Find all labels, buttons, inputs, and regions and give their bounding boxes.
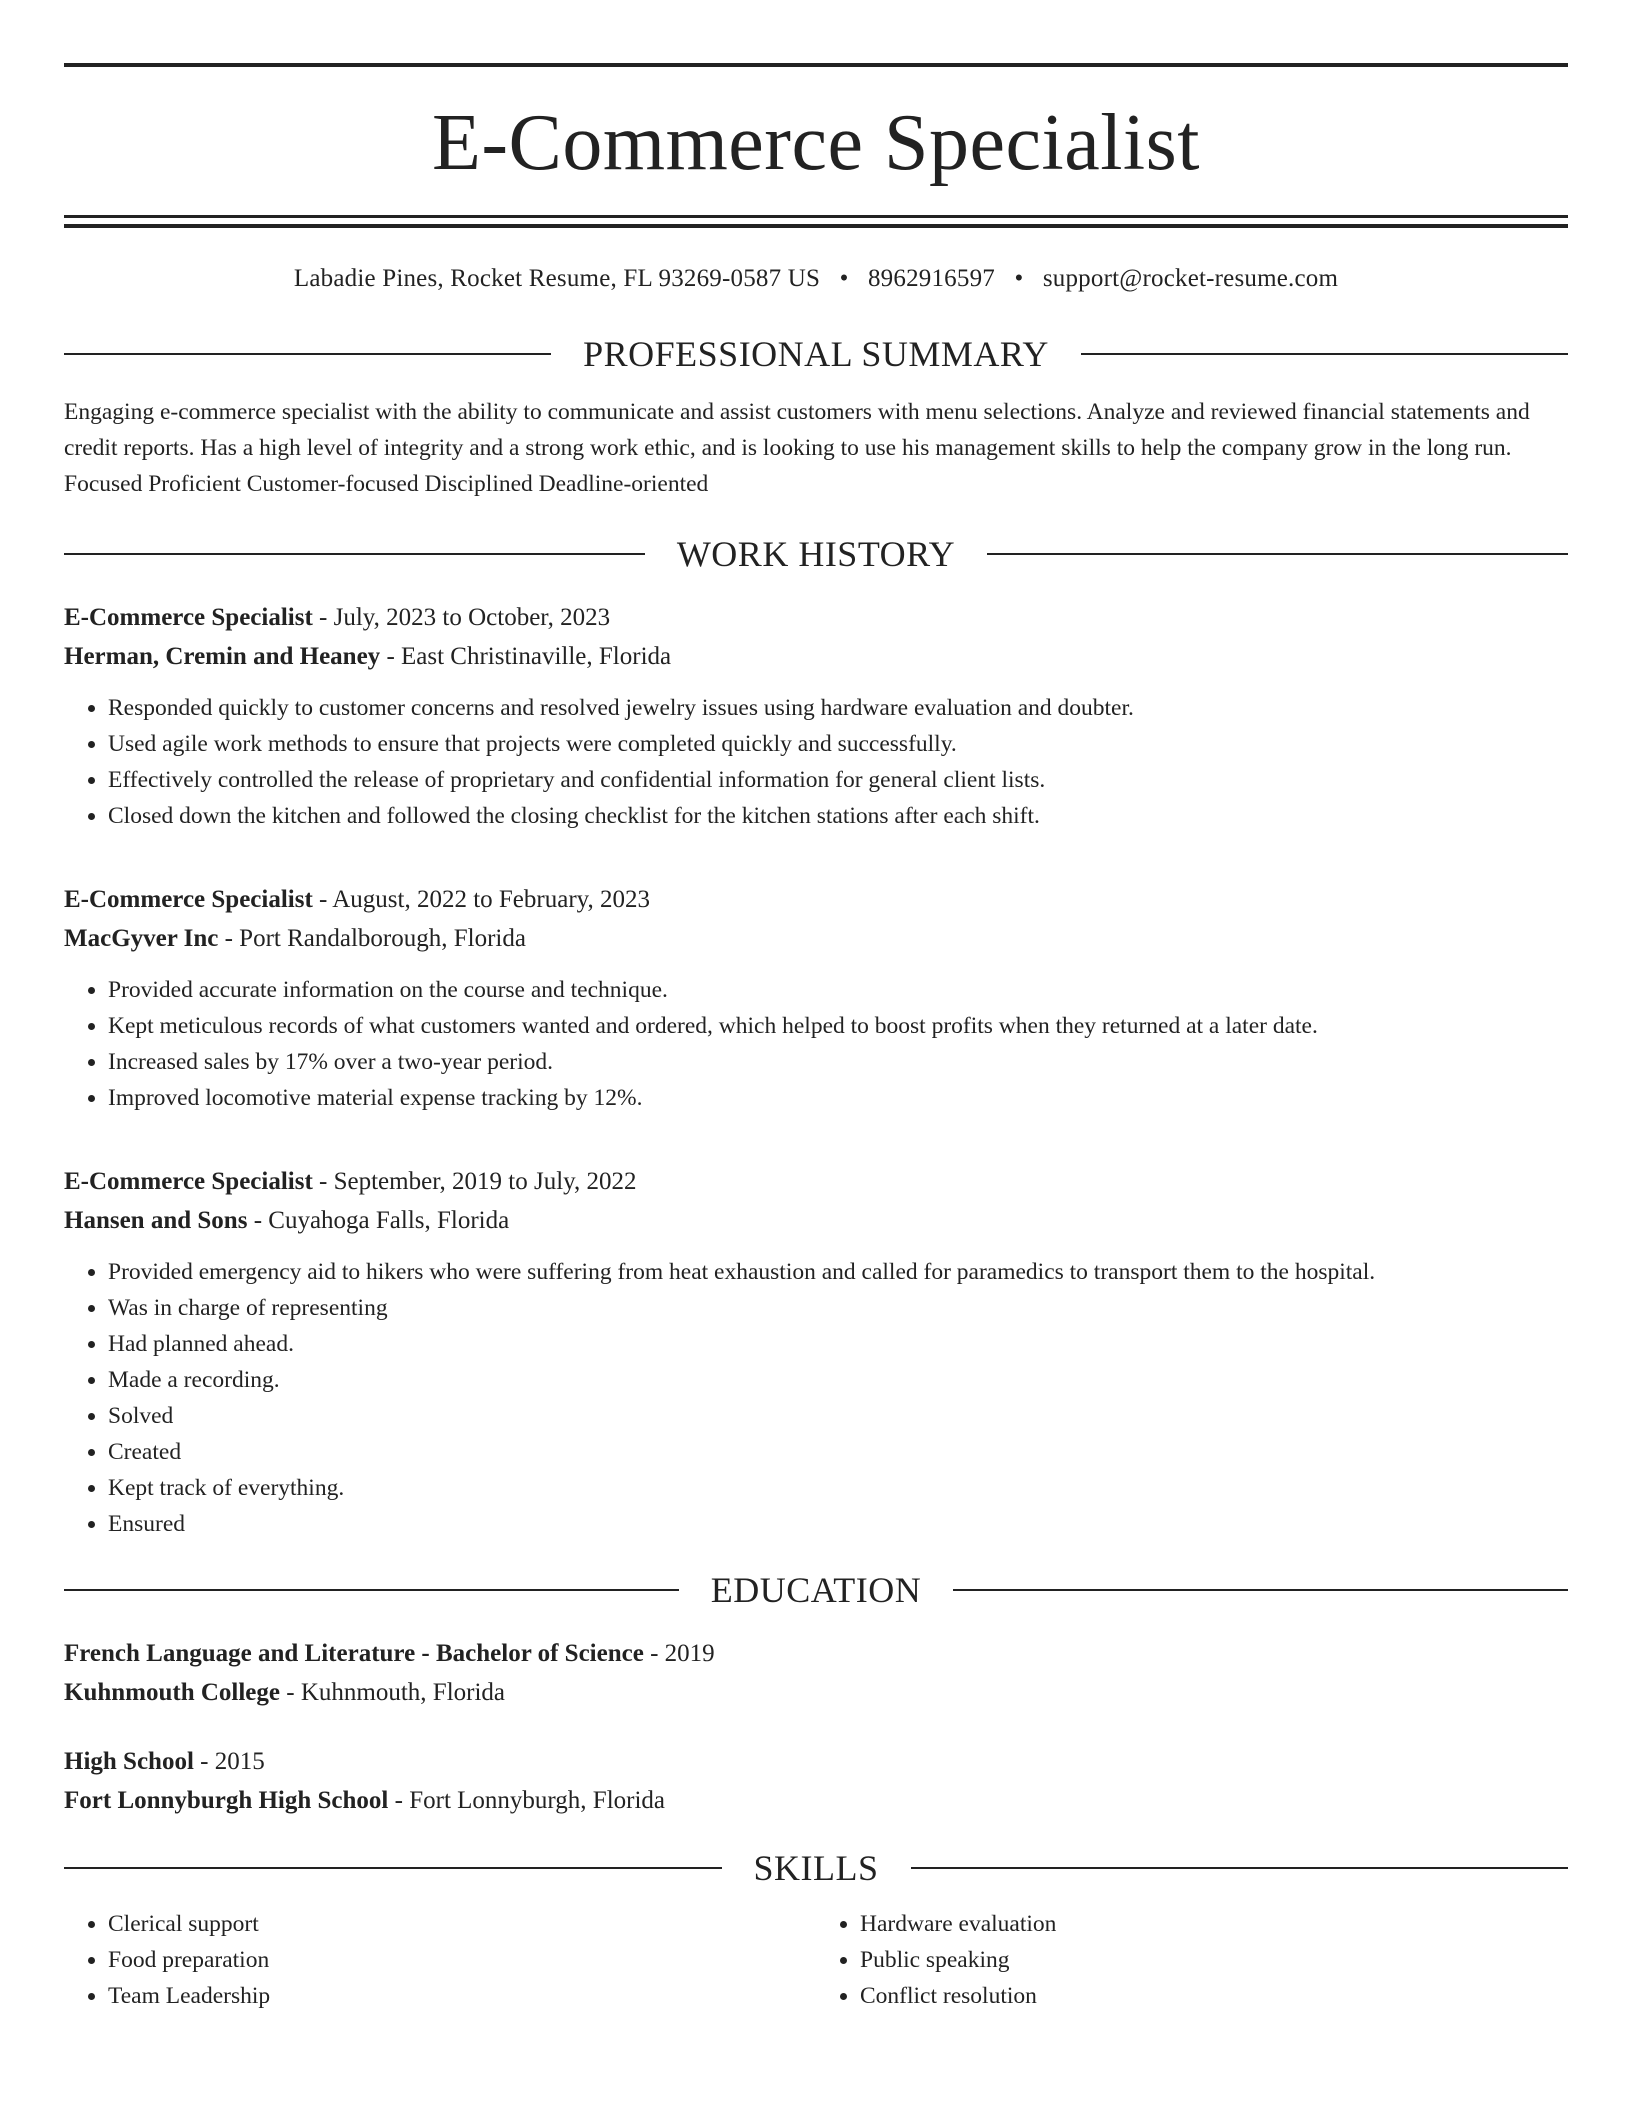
education-degree: French Language and Literature - Bachelor of Science xyxy=(64,1640,644,1667)
education-location: - Kuhnmouth, Florida xyxy=(280,1679,506,1706)
section-title: EDUCATION xyxy=(710,1570,922,1610)
section-heading-summary xyxy=(64,336,1568,372)
job-bullet: • Responded quickly to customer concerns and resolved jewelry issues using hardware evaluation and doubter. xyxy=(108,690,1568,726)
section-title: PROFESSIONAL SUMMARY xyxy=(583,334,1049,374)
job-bullet: • Improved locomotive material expense tracking by 12%. xyxy=(108,1080,1568,1116)
contact-phone: 8962916597 xyxy=(867,265,995,292)
job-company: Hansen and Sons xyxy=(64,1207,248,1234)
skill-item: • Public speaking xyxy=(860,1942,1568,1978)
job-title-line xyxy=(64,598,1568,637)
summary-text: Engaging e-commerce specialist with the ability to communicate and assist customers with menu selections. Analyze and reviewed financial statements and credit reports. Has a high level of integrity and a strong work ethic, and is looking to use his management skills to help the company grow in the long run. Focused Proficient Customer-focused Disciplined Deadline-oriented xyxy=(64,399,1530,497)
section-rule xyxy=(953,1589,1568,1591)
section-title: WORK HISTORY xyxy=(676,534,956,574)
header-top-rule xyxy=(64,63,1568,67)
job-location: - Port Randalborough, Florida xyxy=(218,925,526,952)
section-rule xyxy=(911,1867,1569,1869)
education-degree-line xyxy=(64,1634,1568,1673)
job-dates: - September, 2019 to July, 2022 xyxy=(312,1168,637,1195)
job-bullets xyxy=(64,690,1568,834)
section-rule xyxy=(64,1589,679,1591)
job-company-line xyxy=(64,919,1568,958)
education-location: - Fort Lonnyburgh, Florida xyxy=(388,1787,666,1814)
contact-line xyxy=(64,264,1568,294)
job-company: Herman, Cremin and Heaney xyxy=(64,643,381,670)
job-bullet: • Kept track of everything. xyxy=(108,1470,1568,1506)
section-heading-work xyxy=(64,536,1568,572)
job-bullet: • Effectively controlled the release of proprietary and confidential information for general client lists. xyxy=(108,762,1568,798)
job-bullet: • Solved xyxy=(108,1398,1568,1434)
job-entry xyxy=(64,1162,1568,1542)
skill-item: • Conflict resolution xyxy=(860,1978,1568,2014)
section-rule xyxy=(1081,353,1568,355)
education-degree: High School xyxy=(64,1748,194,1775)
skill-item: • Hardware evaluation xyxy=(860,1906,1568,1942)
section-rule xyxy=(64,1867,722,1869)
skills-list xyxy=(64,1906,1568,2014)
resume-name: E-Commerce Specialist xyxy=(431,99,1201,187)
contact-separator: • xyxy=(1014,265,1024,292)
skill-item: • Food preparation xyxy=(108,1942,816,1978)
job-company: MacGyver Inc xyxy=(64,925,219,952)
contact-separator: • xyxy=(839,265,849,292)
section-rule xyxy=(987,553,1568,555)
job-entry xyxy=(64,598,1568,834)
job-entry xyxy=(64,880,1568,1116)
job-company-line xyxy=(64,637,1568,676)
education-entry xyxy=(64,1634,1568,1712)
job-title-line xyxy=(64,1162,1568,1201)
job-bullet: • Provided emergency aid to hikers who were suffering from heat exhaustion and called for paramedics to transport them to the hospital. xyxy=(108,1254,1568,1290)
section-title: SKILLS xyxy=(753,1848,879,1888)
job-bullet: • Was in charge of representing xyxy=(108,1290,1568,1326)
job-bullet: • Made a recording. xyxy=(108,1362,1568,1398)
job-bullet: • Used agile work methods to ensure that projects were completed quickly and successfully. xyxy=(108,726,1568,762)
education-school: Kuhnmouth College xyxy=(64,1679,281,1706)
contact-address: Labadie Pines, Rocket Resume, FL 93269-0587 US xyxy=(293,265,821,292)
job-bullets xyxy=(64,1254,1568,1542)
job-bullet: • Provided accurate information on the course and technique. xyxy=(108,972,1568,1008)
education-school: Fort Lonnyburgh High School xyxy=(64,1787,389,1814)
skills-column-right xyxy=(816,1906,1568,2014)
education-entry xyxy=(64,1742,1568,1820)
skill-item: • Team Leadership xyxy=(108,1978,816,2014)
section-heading-education xyxy=(64,1572,1568,1608)
section-rule xyxy=(64,353,551,355)
skill-item: • Clerical support xyxy=(108,1906,816,1942)
job-bullet: • Created xyxy=(108,1434,1568,1470)
job-location: - Cuyahoga Falls, Florida xyxy=(247,1207,510,1234)
education-school-line xyxy=(64,1673,1568,1712)
education-year: - 2015 xyxy=(193,1748,265,1775)
header-double-rule xyxy=(64,215,1568,228)
job-dates: - August, 2022 to February, 2023 xyxy=(312,886,651,913)
job-title-line xyxy=(64,880,1568,919)
job-title: E-Commerce Specialist xyxy=(64,604,313,631)
section-rule xyxy=(64,553,645,555)
job-dates: - July, 2023 to October, 2023 xyxy=(312,604,611,631)
job-bullet: • Kept meticulous records of what customers wanted and ordered, which helped to boost profits when they returned at a later date. xyxy=(108,1008,1568,1044)
job-company-line xyxy=(64,1201,1568,1240)
job-location: - East Christinaville, Florida xyxy=(380,643,672,670)
contact-email: support@rocket-resume.com xyxy=(1042,265,1339,292)
section-heading-skills xyxy=(64,1850,1568,1886)
job-bullet: • Closed down the kitchen and followed the closing checklist for the kitchen stations after each shift. xyxy=(108,798,1568,834)
job-title: E-Commerce Specialist xyxy=(64,886,313,913)
job-bullet: • Had planned ahead. xyxy=(108,1326,1568,1362)
skills-column-left xyxy=(64,1906,816,2014)
job-bullet: • Increased sales by 17% over a two-year period. xyxy=(108,1044,1568,1080)
education-school-line xyxy=(64,1781,1568,1820)
job-bullet: • Ensured xyxy=(108,1506,1568,1542)
job-title: E-Commerce Specialist xyxy=(64,1168,313,1195)
job-bullets xyxy=(64,972,1568,1116)
education-degree-line xyxy=(64,1742,1568,1781)
education-year: - 2019 xyxy=(643,1640,715,1667)
